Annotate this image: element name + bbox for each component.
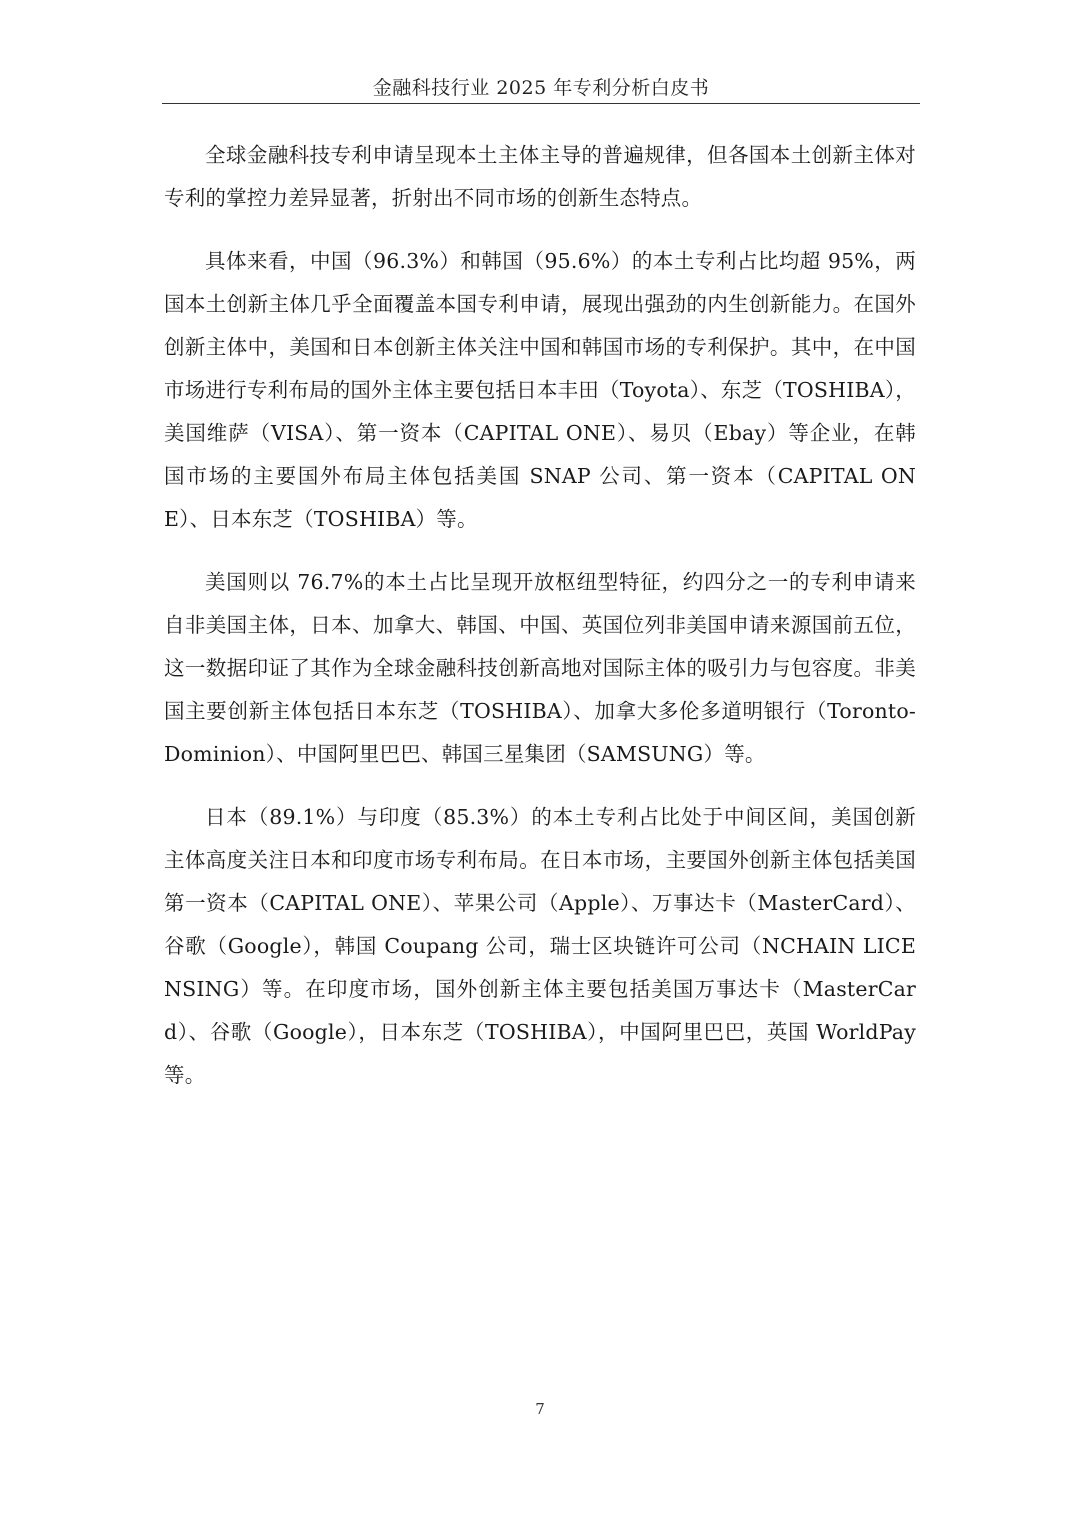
paragraph-2: 具体来看，中国（96.3%）和韩国（95.6%）的本土专利占比均超 95%，两国本土创新主体几乎全面覆盖本国专利申请，展现出强劲的内生创新能力。在国外创新主体中，美国和日本创新主体关注中国和韩国市场的专利保护。其中，在中国市场进行专利布局的国外主体主要包括日本丰田（Toyota）、东芝（TOSHIBA），美国维萨（VISA）、第一资本（CAPITAL ONE）、易贝（Ebay）等企业，在韩国市场的主要国外布局主体包括美国 SNAP 公司、第一资本（CAPITAL ONE）、日本东芝（TOSHIBA）等。 bbox=[164, 249, 916, 531]
paragraph-4: 日本（89.1%）与印度（85.3%）的本土专利占比处于中间区间，美国创新主体高度关注日本和印度市场专利布局。在日本市场，主要国外创新主体包括美国第一资本（CAPITAL ONE）、苹果公司（Apple）、万事达卡（MasterCard）、谷歌（Google），韩国 Coupang 公司，瑞士区块链许可公司（NCHAIN LICENSING）等。在印度市场，国外创新主体主要包括美国万事达卡（MasterCard）、谷歌（Google），日本东芝（TOSHIBA），中国阿里巴巴，英国 WorldPay 等。 bbox=[164, 805, 916, 1087]
header-divider bbox=[162, 103, 920, 104]
running-header: 金融科技行业 2025 年专利分析白皮书 bbox=[372, 77, 710, 99]
paragraph-3: 美国则以 76.7%的本土占比呈现开放枢纽型特征，约四分之一的专利申请来自非美国主体，日本、加拿大、韩国、中国、英国位列非美国申请来源国前五位，这一数据印证了其作为全球金融科技创新高地对国际主体的吸引力与包容度。非美国主要创新主体包括日本东芝（TOSHIBA）、加拿大多伦多道明银行（Toronto-Dominion）、中国阿里巴巴、韩国三星集团（SAMSUNG）等。 bbox=[164, 570, 916, 766]
page-number: 7 bbox=[535, 1400, 545, 1418]
paragraph-1: 全球金融科技专利申请呈现本土主体主导的普遍规律，但各国本土创新主体对专利的掌控力差异显著，折射出不同市场的创新生态特点。 bbox=[164, 143, 916, 210]
document-body bbox=[164, 134, 916, 1117]
